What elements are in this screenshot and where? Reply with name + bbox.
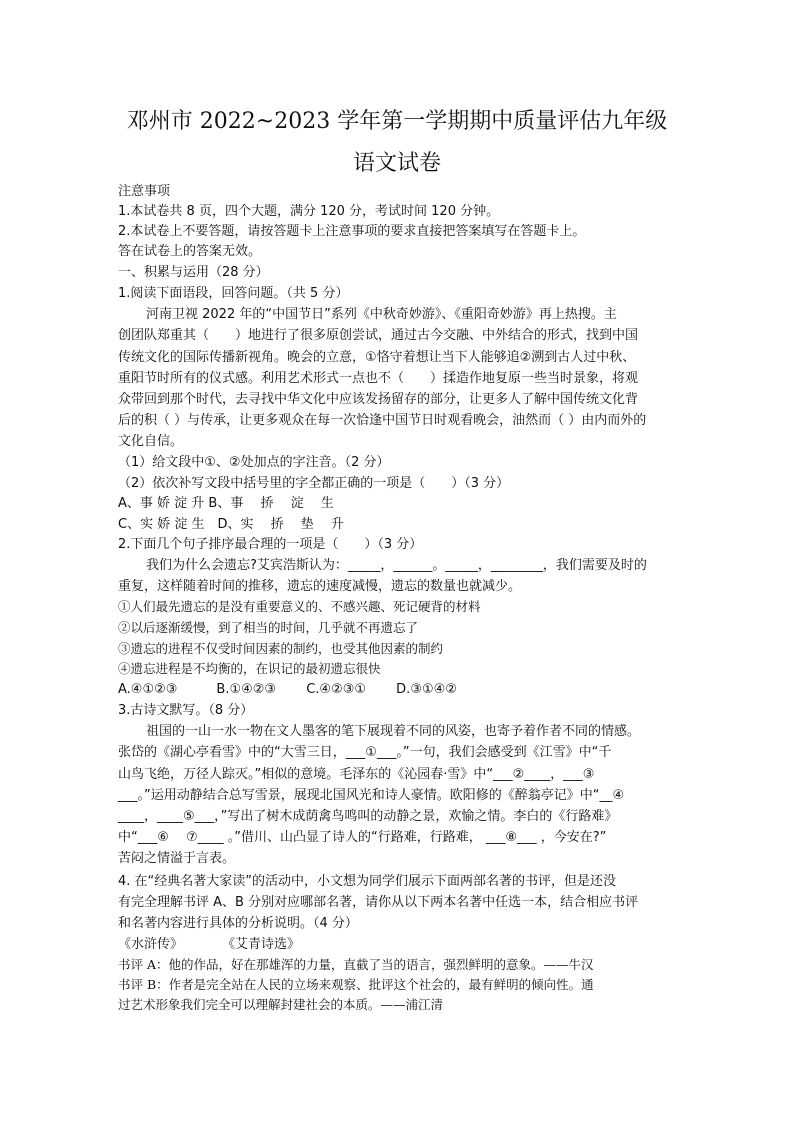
poem-line: 山鸟飞绝，万径人踪灭。”相似的意境。毛泽东的《沁园春·雪》中“___②____，___③ [118, 767, 595, 782]
poem-line: 中“___⑥ ⑦____ 。”借川、山凸显了诗人的“行路难，行路难， ___⑧___ ，今安在?” [118, 830, 607, 845]
question-2-text: 重复，这样随着时间的推移，遗忘的速度减慢，遗忘的数量也就减少。 [118, 579, 522, 594]
passage-line: 河南卫视 2022 年的“中国节日”系列《中秋奇妙游》、《重阳奇妙游》再上热搜。主 [146, 307, 617, 322]
exam-subtitle: 语文试卷 [352, 151, 441, 176]
sentence-option: ③遗忘的进程不仅受时间因素的制约，也受其他因素的制约 [118, 641, 444, 656]
passage-line: 众带回到那个时代，去寻找中华文化中应该发扬留存的部分，让更多人了解中国传统文化背 [118, 392, 639, 407]
question-4-text: 4. 在“经典名著大家读”的活动中，小文想为同学们展示下面两部名著的书评，但是还没 [118, 874, 617, 889]
poem-line: ___。”运用动静结合总写雪景，展现北国风光和诗人豪情。欧阳修的《醉翁亭记》中“__④ [118, 788, 625, 803]
question-1-sub1: （1）给文段中①、②处加点的字注音。（2 分） [118, 455, 390, 470]
passage-line: 后的积（ ）与传承，让更多观众在每一次恰逢中国节日时观看晚会，油然而（ ）由内而外的 [118, 413, 647, 428]
question-4-text: 和名著内容进行具体的分析说明。（4 分） [118, 916, 358, 931]
review-b: 书评 B：作者是完全站在人民的立场来观察、批评这个社会的，最有鲜明的倾向性。通 [118, 977, 594, 992]
sentence-option: ②以后逐渐缓慢，到了相当的时间，几乎就不再遗忘了 [118, 620, 419, 635]
book-titles: 《水浒传》 《艾青诗选》 [118, 937, 301, 952]
question-2-text: 我们为什么会遗忘?艾宾浩斯认为：_____，______。_____，________，我们需要及时的 [146, 558, 647, 573]
question-1-sub2: （2）依次补写文段中括号里的字全都正确的一项是（ ）（3 分） [118, 476, 510, 491]
review-b-continued: 过艺术形象我们完全可以理解封建社会的本质。——浦江清 [118, 997, 444, 1012]
question-2-options: A.④①②③ B.①④②③ C.④②③① D.③①④② [118, 682, 457, 697]
sentence-option: ①人们最先遗忘的是没有重要意义的、不感兴趣、死记硬背的材料 [118, 599, 481, 614]
question-1-options-ab: A、事 娇 淀 升 B、事 挢 淀 生 [118, 496, 334, 511]
passage-line: 重阳节时所有的仪式感。利用艺术形式一点也不（ ）揉造作地复原一些当时景象，将观 [118, 371, 639, 386]
question-3-stem: 3.古诗文默写。（8 分） [118, 703, 254, 718]
sentence-option: ④遗忘进程是不均衡的，在识记的最初遗忘很快 [118, 661, 381, 676]
notice-item: 2.本试卷上不要答题，请按答题卡上注意事项的要求直接把答案填写在答题卡上。 [118, 224, 586, 239]
poem-line: 苦闷之情溢于言表。 [118, 851, 236, 866]
question-2-stem: 2.下面几个句子排序最合理的一项是（ ）（3 分） [118, 537, 423, 552]
passage-line: 创团队郑重其（ ）地进行了很多原创尝试，通过古今交融、中外结合的形式，找到中国 [118, 328, 639, 343]
passage-line: 文化自信。 [118, 434, 184, 449]
review-a: 书评 A：他的作品，好在那雄浑的力量，直截了当的语言，强烈鲜明的意象。——牛汉 [118, 957, 594, 972]
passage-line: 传统文化的国际传播新视角。晚会的立意，①恪守着想让当下人能够追②溯到古人过中秋、 [118, 350, 636, 365]
question-1-options-cd: C、实 娇 淀 生 D、实 挢 垫 升 [118, 517, 344, 532]
exam-title: 邓州市 2022~2023 学年第一学期期中质量评估九年级 [126, 109, 668, 134]
poem-line: ____，____⑤___，”写出了树木成荫禽鸟鸣叫的动静之景，欢愉之情。李白的《行路难》 [118, 809, 618, 824]
notice-heading: 注意事项 [118, 184, 171, 199]
notice-item: 1.本试卷共 8 页，四个大题，满分 120 分，考试时间 120 分钟。 [118, 204, 500, 219]
question-1-stem: 1.阅读下面语段，回答问题。（共 5 分） [118, 286, 349, 301]
poem-line: 张岱的《湖心亭看雪》中的“大雪三日，___①___。”一句，我们会感受到《江雪》中“千 [118, 745, 612, 760]
poem-line: 祖国的一山一水一物在文人墨客的笔下展现着不同的风姿，也寄予着作者不同的情感。 [146, 724, 641, 739]
section-heading: 一、积累与运用（28 分） [118, 265, 269, 280]
notice-item: 答在试卷上的答案无效。 [118, 244, 262, 259]
question-4-text: 有完全理解书评 A、B 分别对应哪部名著，请你从以下两本名著中任选一本，结合相应书评 [118, 895, 639, 910]
